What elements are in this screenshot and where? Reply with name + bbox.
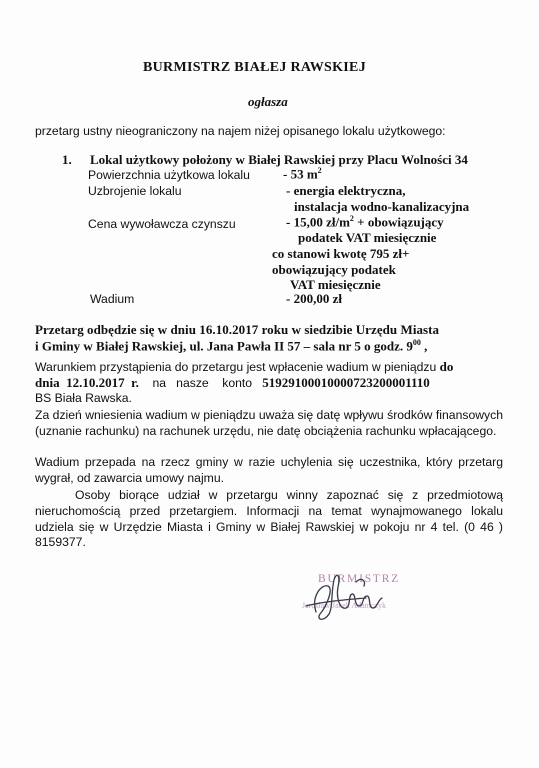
paragraph-payment-date: Za dzień wniesienia wadium w pieniądzu uważa się datę wpływu środków finansowych (uznanie rachunku) na rachunek urzędu, nie datę obciążenia rachunku wpłacającego. xyxy=(35,408,503,438)
auction-line-1: Przetarg odbędzie się w dniu 16.10.2017 roku w siedzibie Urzędu Miasta xyxy=(35,322,440,337)
area-label: Powierzchnia użytkowa lokalu xyxy=(88,168,250,182)
signature-image xyxy=(296,562,416,632)
stamp-title: BURMISTRZ xyxy=(318,573,401,585)
price-label: Cena wywoławcza czynszu xyxy=(88,217,236,231)
item-number: 1. xyxy=(62,152,72,167)
paragraph-information: Osoby biorące udział w przetargu winny zapoznać się z przedmiotową nieruchomością przed przetargiem. Informacji na temat wynajmowanego lokalu udziela się w Urzędzie Miasta i Gminy w Białej Rawskiej w pokoju nr 4 tel. (0 46 ) 8159377. xyxy=(35,488,503,550)
intro-text: przetarg ustny nieograniczony na najem niżej opisanego lokalu użytkowego: xyxy=(35,124,446,138)
page-subtitle: ogłasza xyxy=(248,94,288,109)
auction-line-2: i Gminy w Białej Rawskiej, ul. Jana Pawła II 57 – sala nr 5 o godz. $9^{00}$ , xyxy=(35,338,428,354)
price-line-3: co stanowi kwotę 795 zł+ xyxy=(272,246,410,261)
paragraph-forfeit: Wadium przepada na rzecz gminy w razie uchylenia się uczestnika, który przetarg wygrał, od zawarcia umowy najmu. xyxy=(35,455,503,485)
utilities-line-2: instalacja wodno-kanalizacyjna xyxy=(294,199,470,214)
deposit-label: Wadium xyxy=(90,292,135,306)
area-value: - 53 $m^2$ xyxy=(283,166,322,182)
price-line-5: VAT miesięcznie xyxy=(290,277,381,292)
utilities-label: Uzbrojenie lokalu xyxy=(88,184,182,198)
stamp-name: Jarosław Jacek Adamczyk xyxy=(302,601,386,610)
price-line-1: - 15,00 $zł/m^2$ + obowiązujący xyxy=(286,214,444,230)
paragraph-wadium-l2: dnia 12.10.2017 r. na nasze konto 51929100010000723200001110 xyxy=(35,375,430,390)
item-heading: Lokal użytkowy położony w Białej Rawskiej przy Placu Wolności 34 xyxy=(90,152,468,167)
price-line-4: obowiązujący podatek xyxy=(272,262,396,277)
price-line-2: podatek VAT miesięcznie xyxy=(298,230,437,245)
paragraph-wadium-l1: Warunkiem przystąpienia do przetargu jest wpłacenie wadium w pieniądzu do xyxy=(35,359,454,374)
utilities-line-1: - energia elektryczna, xyxy=(286,183,406,198)
deposit-value: - 200,00 zł xyxy=(286,291,342,306)
page-title: BURMISTRZ BIAŁEJ RAWSKIEJ xyxy=(143,60,366,75)
paragraph-wadium-l3: BS Biała Rawska. xyxy=(35,391,132,405)
